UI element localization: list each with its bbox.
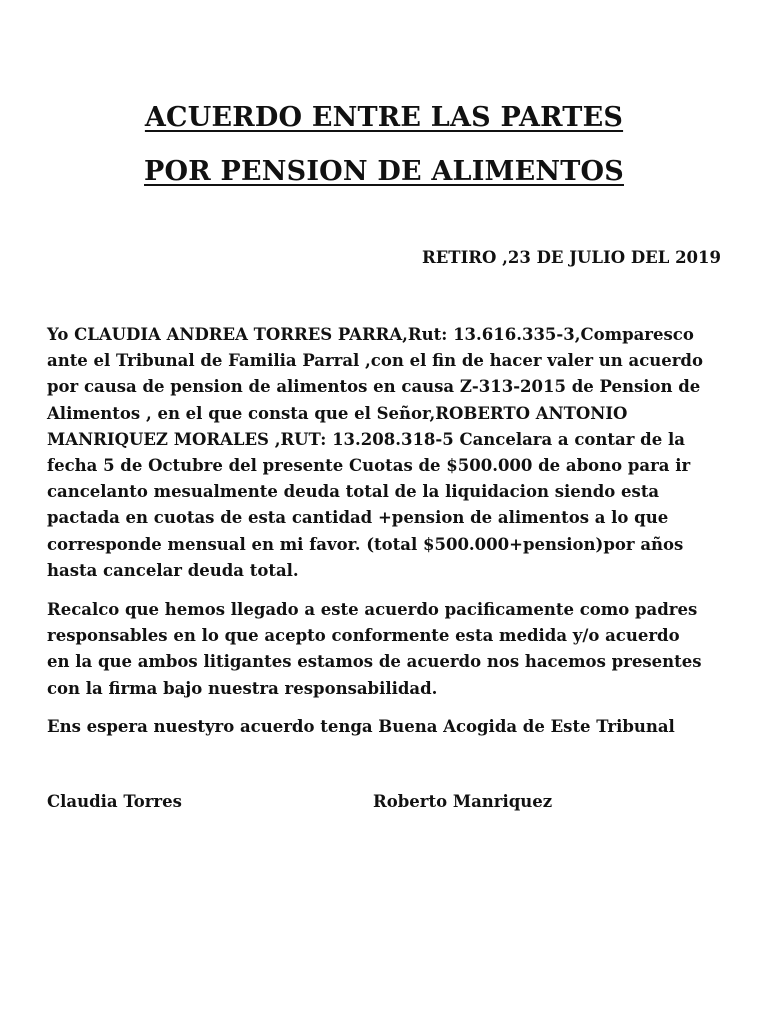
paragraph-declaration [47, 322, 727, 584]
paragraph-line: hasta cancelar deuda total. [47, 560, 299, 580]
signature-name-left: Claudia Torres [47, 792, 182, 811]
paragraph-closing [47, 714, 727, 740]
paragraph-line: fecha 5 de Octubre del presente Cuotas de $500.000 de abono para ir [47, 456, 691, 476]
paragraph-line: MANRIQUEZ MORALES ,RUT: 13.208.318-5 Cancelara a contar de la [47, 429, 685, 449]
paragraph-line: Recalco que hemos llegado a este acuerdo pacificamente como padres [47, 600, 698, 619]
paragraph-line: en la que ambos litigantes estamos de acuerdo nos hacemos presentes [47, 652, 702, 672]
paragraph-line: por causa de pension de alimentos en causa Z-313-2015 de Pension de [47, 377, 701, 397]
paragraph-line: cancelanto mesualmente deuda total de la liquidacion siendo esta [47, 482, 660, 502]
document-title-line-1: ACUERDO ENTRE LAS PARTES [144, 102, 624, 133]
paragraph-line: responsables en lo que acepto conformente esta medida y/o acuerdo [47, 626, 680, 646]
paragraph-line: pactada en cuotas de esta cantidad +pension de alimentos a lo que [47, 508, 669, 528]
paragraph-line: Ens espera nuestyro acuerdo tenga Buena Acogida de Este Tribunal [47, 717, 675, 736]
paragraph-line: con la firma bajo nuestra responsabilidad. [47, 678, 438, 698]
paragraph-agreement [47, 597, 727, 702]
paragraph-line: Alimentos , en el que consta que el Señor,ROBERTO ANTONIO [47, 403, 628, 423]
signature-name-right: Roberto Manriquez [373, 792, 553, 811]
paragraph-line: Yo CLAUDIA ANDREA TORRES PARRA,Rut: 13.616.335-3,Comparesco [47, 325, 694, 344]
place-and-date: RETIRO ,23 DE JULIO DEL 2019 [422, 248, 721, 267]
paragraph-line: corresponde mensual en mi favor. (total $500.000+pension)por años [47, 534, 684, 554]
paragraph-line: ante el Tribunal de Familia Parral ,con el fin de hacer valer un acuerdo [47, 351, 703, 371]
document-title-line-2: POR PENSION DE ALIMENTOS [144, 156, 624, 187]
